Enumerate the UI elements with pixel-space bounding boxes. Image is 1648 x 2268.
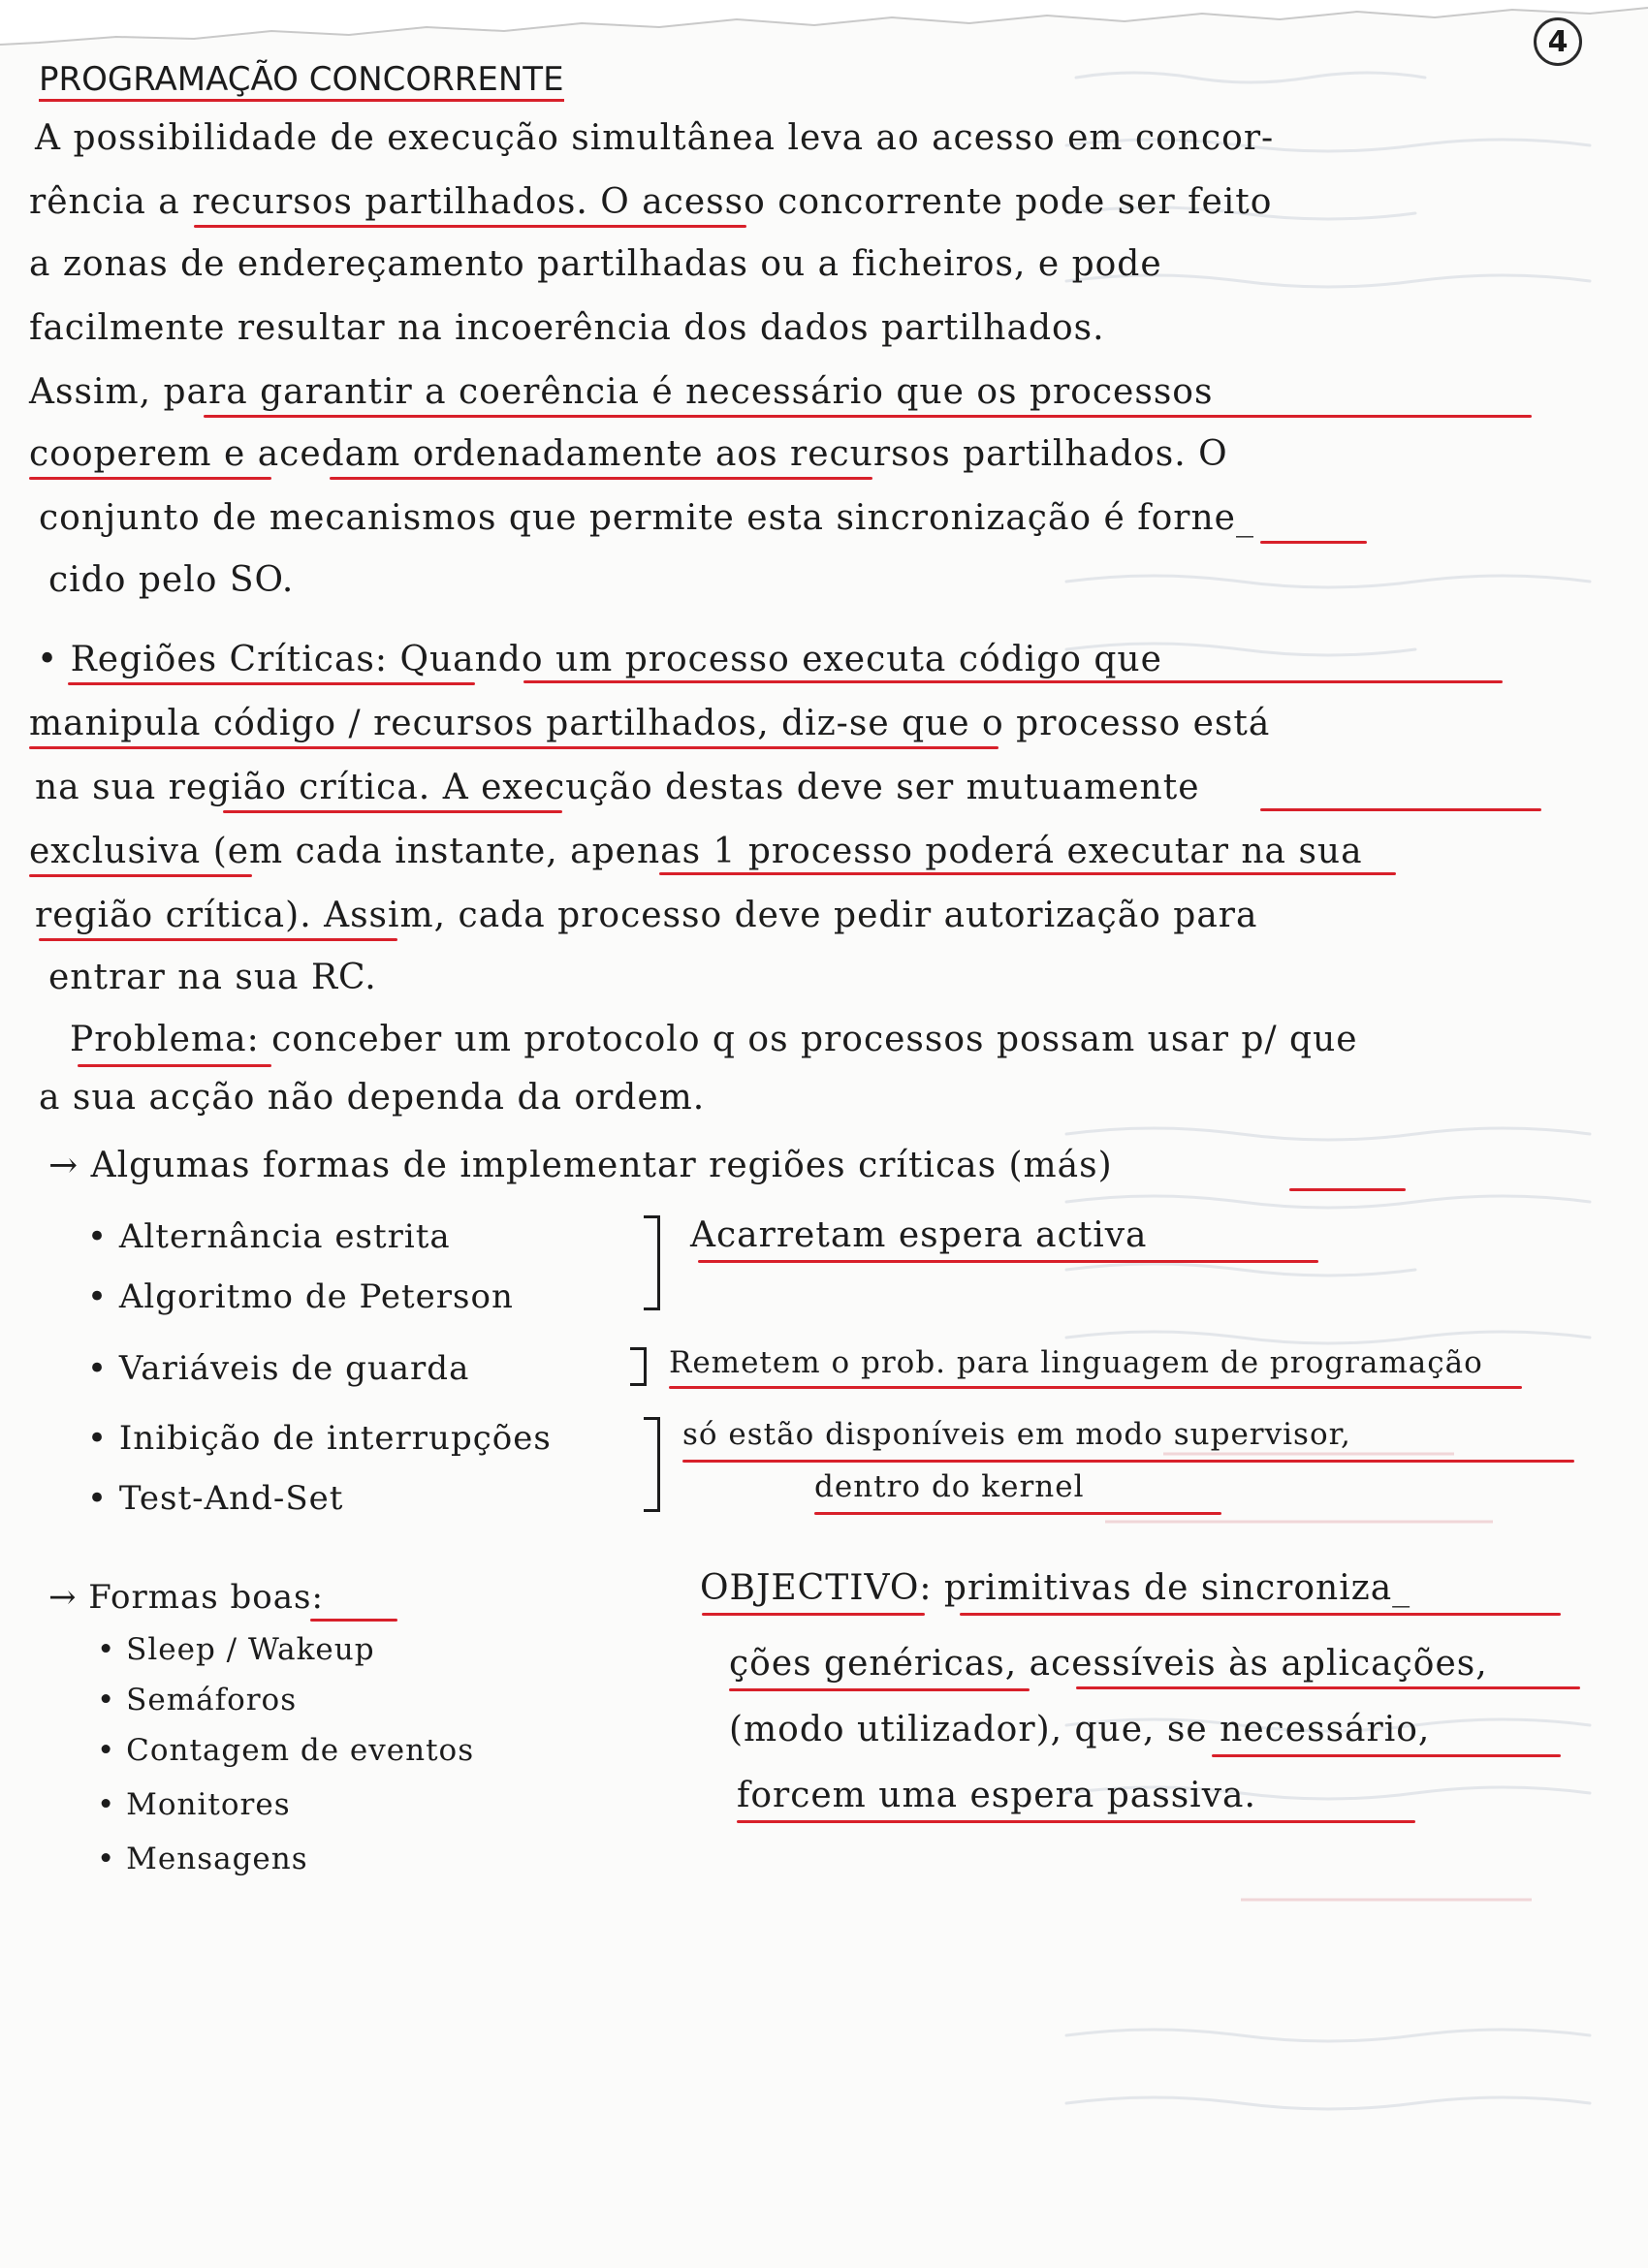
bad-note-linguagem: Remetem o prob. para linguagem de programação — [669, 1345, 1483, 1380]
underline-boas — [310, 1619, 397, 1622]
torn-paper-edge — [0, 0, 1648, 68]
bad-item-test-and-set: • Test-And-Set — [87, 1479, 344, 1518]
good-item-sleep: • Sleep / Wakeup — [97, 1632, 375, 1667]
bracket-group-3 — [644, 1417, 660, 1512]
underline-forcem — [737, 1820, 1415, 1823]
problem-line-2: a sua acção não dependa da ordem. — [39, 1078, 706, 1118]
underline-cooperem — [29, 477, 271, 480]
page-title: PROGRAMAÇÃO CONCORRENTE — [39, 60, 564, 102]
good-item-monitores: • Monitores — [97, 1787, 291, 1822]
bracket-group-1 — [644, 1215, 660, 1310]
regions-line-5: região crítica). Assim, cada processo deve pedir autorização para — [35, 896, 1258, 935]
intro-line-5: Assim, para garantir a coerência é necessário que os processos — [29, 372, 1214, 412]
underline-problema — [78, 1064, 271, 1067]
intro-line-7: conjunto de mecanismos que permite esta sincronização é forne_ — [39, 498, 1254, 538]
underline-remetem — [669, 1386, 1522, 1389]
underline-genericas — [729, 1688, 1030, 1691]
underline-primitivas — [960, 1613, 1561, 1616]
bad-item-inibicao: • Inibição de interrupções — [87, 1419, 552, 1458]
underline-recursos — [194, 225, 746, 228]
intro-line-1: A possibilidade de execução simultânea leva ao acesso em concor- — [35, 118, 1275, 158]
underline-objectivo — [702, 1613, 925, 1616]
regions-line-1: • Regiões Críticas: Quando um processo executa código que — [37, 640, 1162, 679]
bracket-group-2 — [630, 1347, 647, 1386]
underline-garantir — [204, 415, 1532, 418]
underline-apenas — [659, 872, 1396, 875]
underline-acessiveis — [1076, 1686, 1580, 1689]
good-forms-heading: → Formas boas: — [48, 1578, 324, 1617]
good-item-semaforos: • Semáforos — [97, 1683, 298, 1717]
underline-acedam — [330, 477, 872, 480]
underline-exclusiva — [29, 874, 252, 877]
underline-mutuamente — [1260, 808, 1541, 811]
intro-line-3: a zonas de endereçamento partilhadas ou a ficheiros, e pode — [29, 244, 1162, 284]
underline-sincronizacao — [1260, 541, 1367, 544]
intro-line-4: facilmente resultar na incoerência dos dados partilhados. — [29, 308, 1105, 348]
underline-acarretam — [698, 1260, 1318, 1263]
objective-line-2: ções genéricas, acessíveis às aplicações, — [729, 1644, 1488, 1684]
underline-regiao-critica — [223, 810, 562, 813]
bad-item-variaveis: • Variáveis de guarda — [87, 1349, 470, 1388]
regions-line-4: exclusiva (em cada instante, apenas 1 processo poderá executar na sua — [29, 832, 1363, 871]
intro-line-8: cido pelo SO. — [48, 560, 295, 600]
bad-item-alternancia: • Alternância estrita — [87, 1217, 451, 1256]
bad-note-kernel: dentro do kernel — [814, 1469, 1085, 1504]
bad-note-supervisor: só estão disponíveis em modo supervisor, — [682, 1417, 1351, 1452]
objective-line-3: (modo utilizador), que, se necessário, — [729, 1710, 1431, 1749]
regions-line-2: manipula código / recursos partilhados, diz-se que o processo está — [29, 704, 1271, 743]
good-item-contagem: • Contagem de eventos — [97, 1733, 475, 1768]
bad-item-peterson: • Algoritmo de Peterson — [87, 1277, 514, 1316]
regions-line-6: entrar na sua RC. — [48, 958, 377, 997]
objective-line-4: forcem uma espera passiva. — [737, 1776, 1256, 1815]
page-number-badge: 4 — [1534, 17, 1582, 66]
objective-line-1: OBJECTIVO: primitivas de sincroniza_ — [700, 1568, 1411, 1608]
bad-note-espera-activa: Acarretam espera activa — [690, 1215, 1148, 1255]
problem-line-1: Problema: conceber um protocolo q os processos possam usar p/ que — [70, 1020, 1358, 1059]
regions-line-3: na sua região crítica. A execução destas deve ser mutuamente — [35, 768, 1200, 807]
underline-mas — [1289, 1188, 1406, 1191]
good-item-mensagens: • Mensagens — [97, 1842, 308, 1876]
intro-line-6: cooperem e acedam ordenadamente aos recursos partilhados. O — [29, 434, 1228, 474]
underline-kernel — [814, 1512, 1221, 1515]
underline-so-estao — [682, 1460, 1574, 1463]
underline-regiao-critica-2 — [39, 938, 397, 941]
bad-forms-heading: → Algumas formas de implementar regiões críticas (más) — [48, 1146, 1113, 1185]
underline-quando — [523, 680, 1503, 683]
intro-line-2: rência a recursos partilhados. O acesso concorrente pode ser feito — [29, 182, 1273, 222]
underline-que-se-necessario — [1212, 1754, 1561, 1757]
underline-manipula — [29, 746, 998, 749]
underline-regioes — [68, 682, 475, 685]
